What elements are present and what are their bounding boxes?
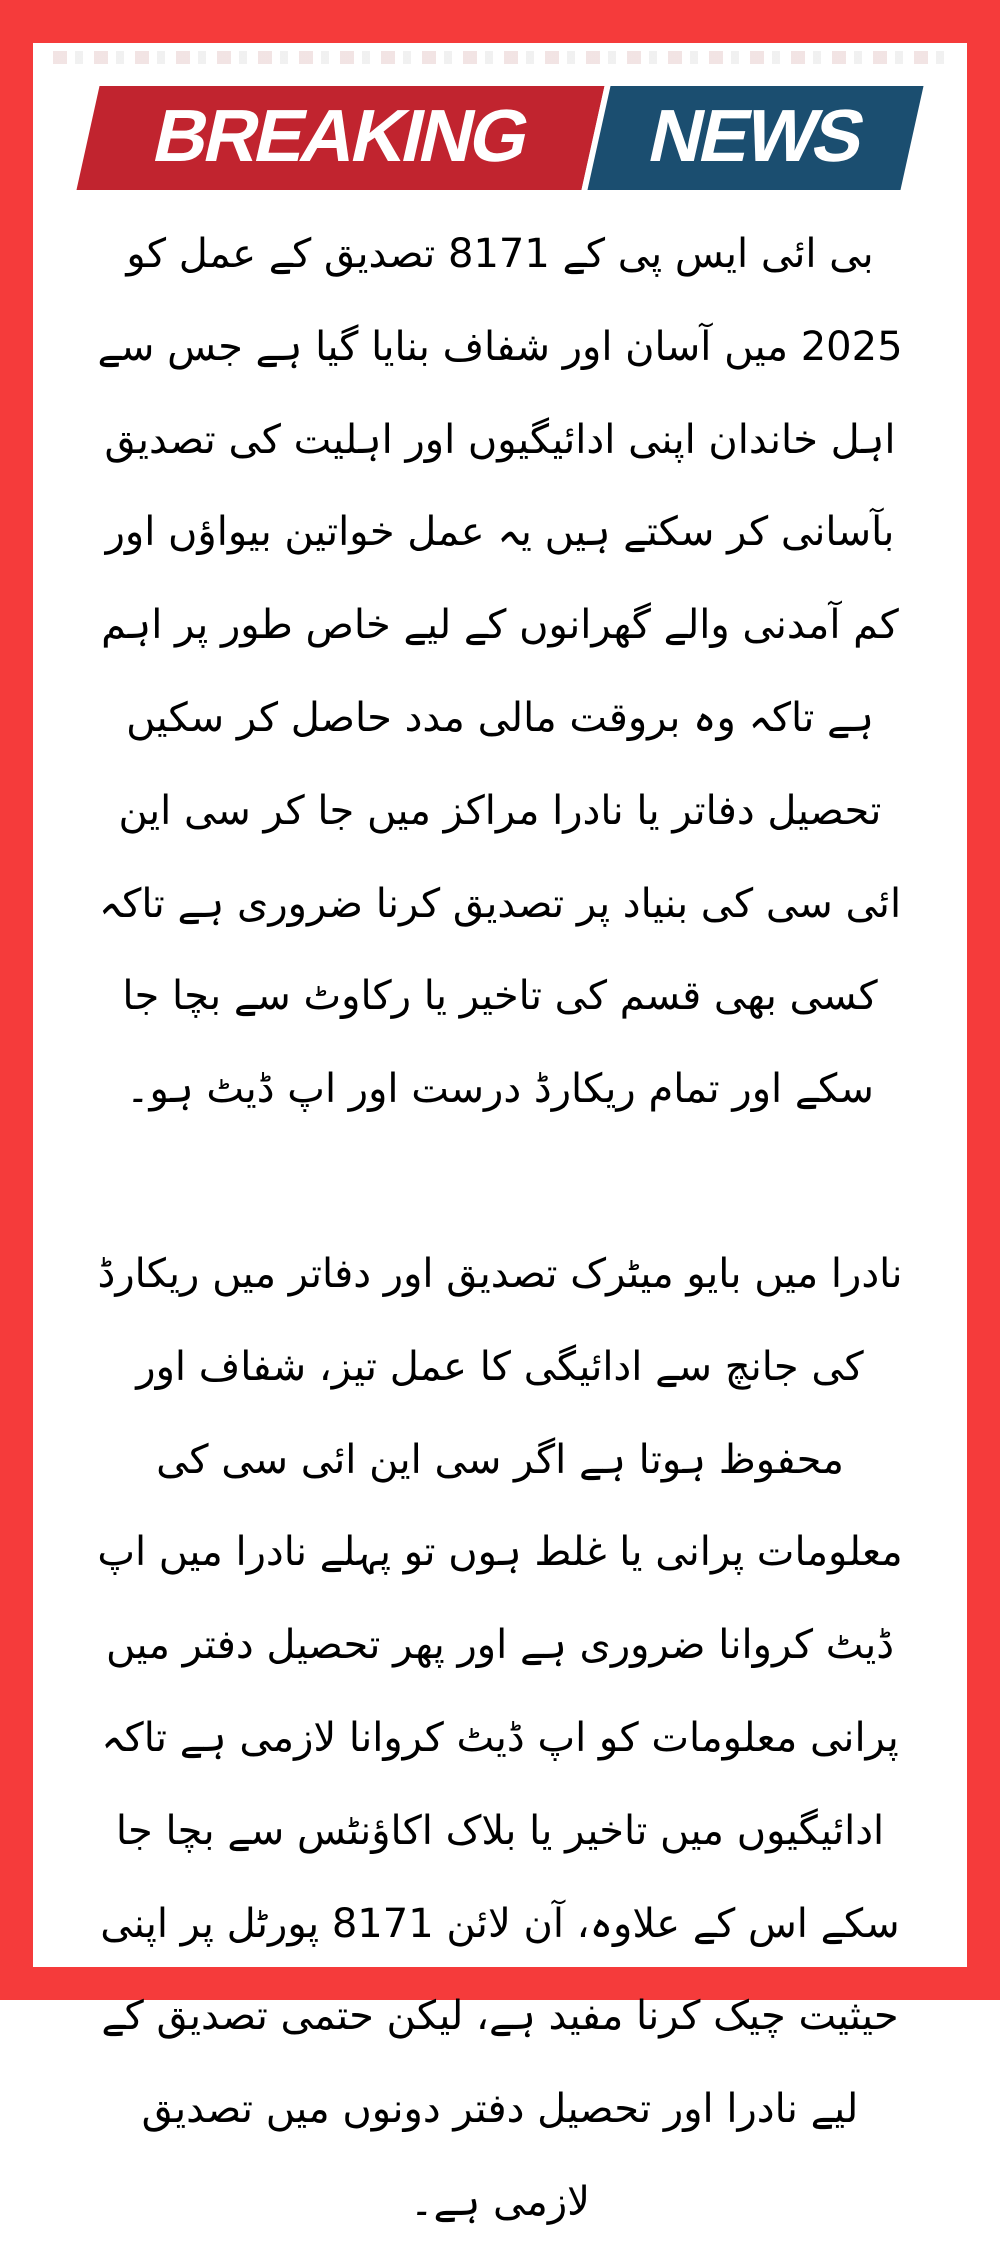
breaking-news-banner [76,86,923,190]
news-box [587,86,923,190]
article-paragraph-1: بی ائی ایس پی کے 8171 تصدیق کے عمل کو 2025 میں آسان اور شفاف بنایا گیا ہے جس سے اہل خاندان اپنی ادائیگیوں اور اہلیت کی تصدیق بآسانی کر سکتے ہیں یہ عمل خواتین بیواؤں اور کم آمدنی والے گھرانوں کے لیے خاص طور پر اہم ہے تاکہ وہ بروقت مالی مدد حاصل کر سکیں تحصیل دفاتر یا نادرا مراکز میں جا کر سی این ائی سی کی بنیاد پر تصدیق کرنا ضروری ہے تاکہ کسی بھی قسم کی تاخیر یا رکاوٹ سے بچا جا سکے اور تمام ریکارڈ درست اور اپ ڈیٹ ہو۔ [97,231,903,1113]
paper-texture-band [53,51,947,64]
news-card [33,43,967,2225]
news-label: NEWS [641,94,871,177]
urdu-article [33,208,967,2249]
breaking-box [76,86,604,190]
article-paragraph-2: نادرا میں بایو میٹرک تصدیق اور دفاتر میں ریکارڈ کی جانچ سے ادائیگی کا عمل تیز، شفاف اور محفوظ ہوتا ہے اگر سی این ائی سی کی معلومات پرانی یا غلط ہوں تو پہلے نادرا میں اپ ڈیٹ کروانا ضروری ہے اور پھر تحصیل دفتر میں پرانی معلومات کو اپ ڈیٹ کروانا لازمی ہے تاکہ ادائیگیوں میں تاخیر یا بلاک اکاؤنٹس سے بچا جا سکے اس کے علاوہ، آن لائن 8171 پورٹل پر اپنی حیثیت چیک کرنا مفید ہے، لیکن حتمی تصدیق کے لیے نادرا اور تحصیل دفتر دونوں میں تصدیق لازمی ہے۔ [97,1250,903,2225]
breaking-label: BREAKING [146,94,536,177]
